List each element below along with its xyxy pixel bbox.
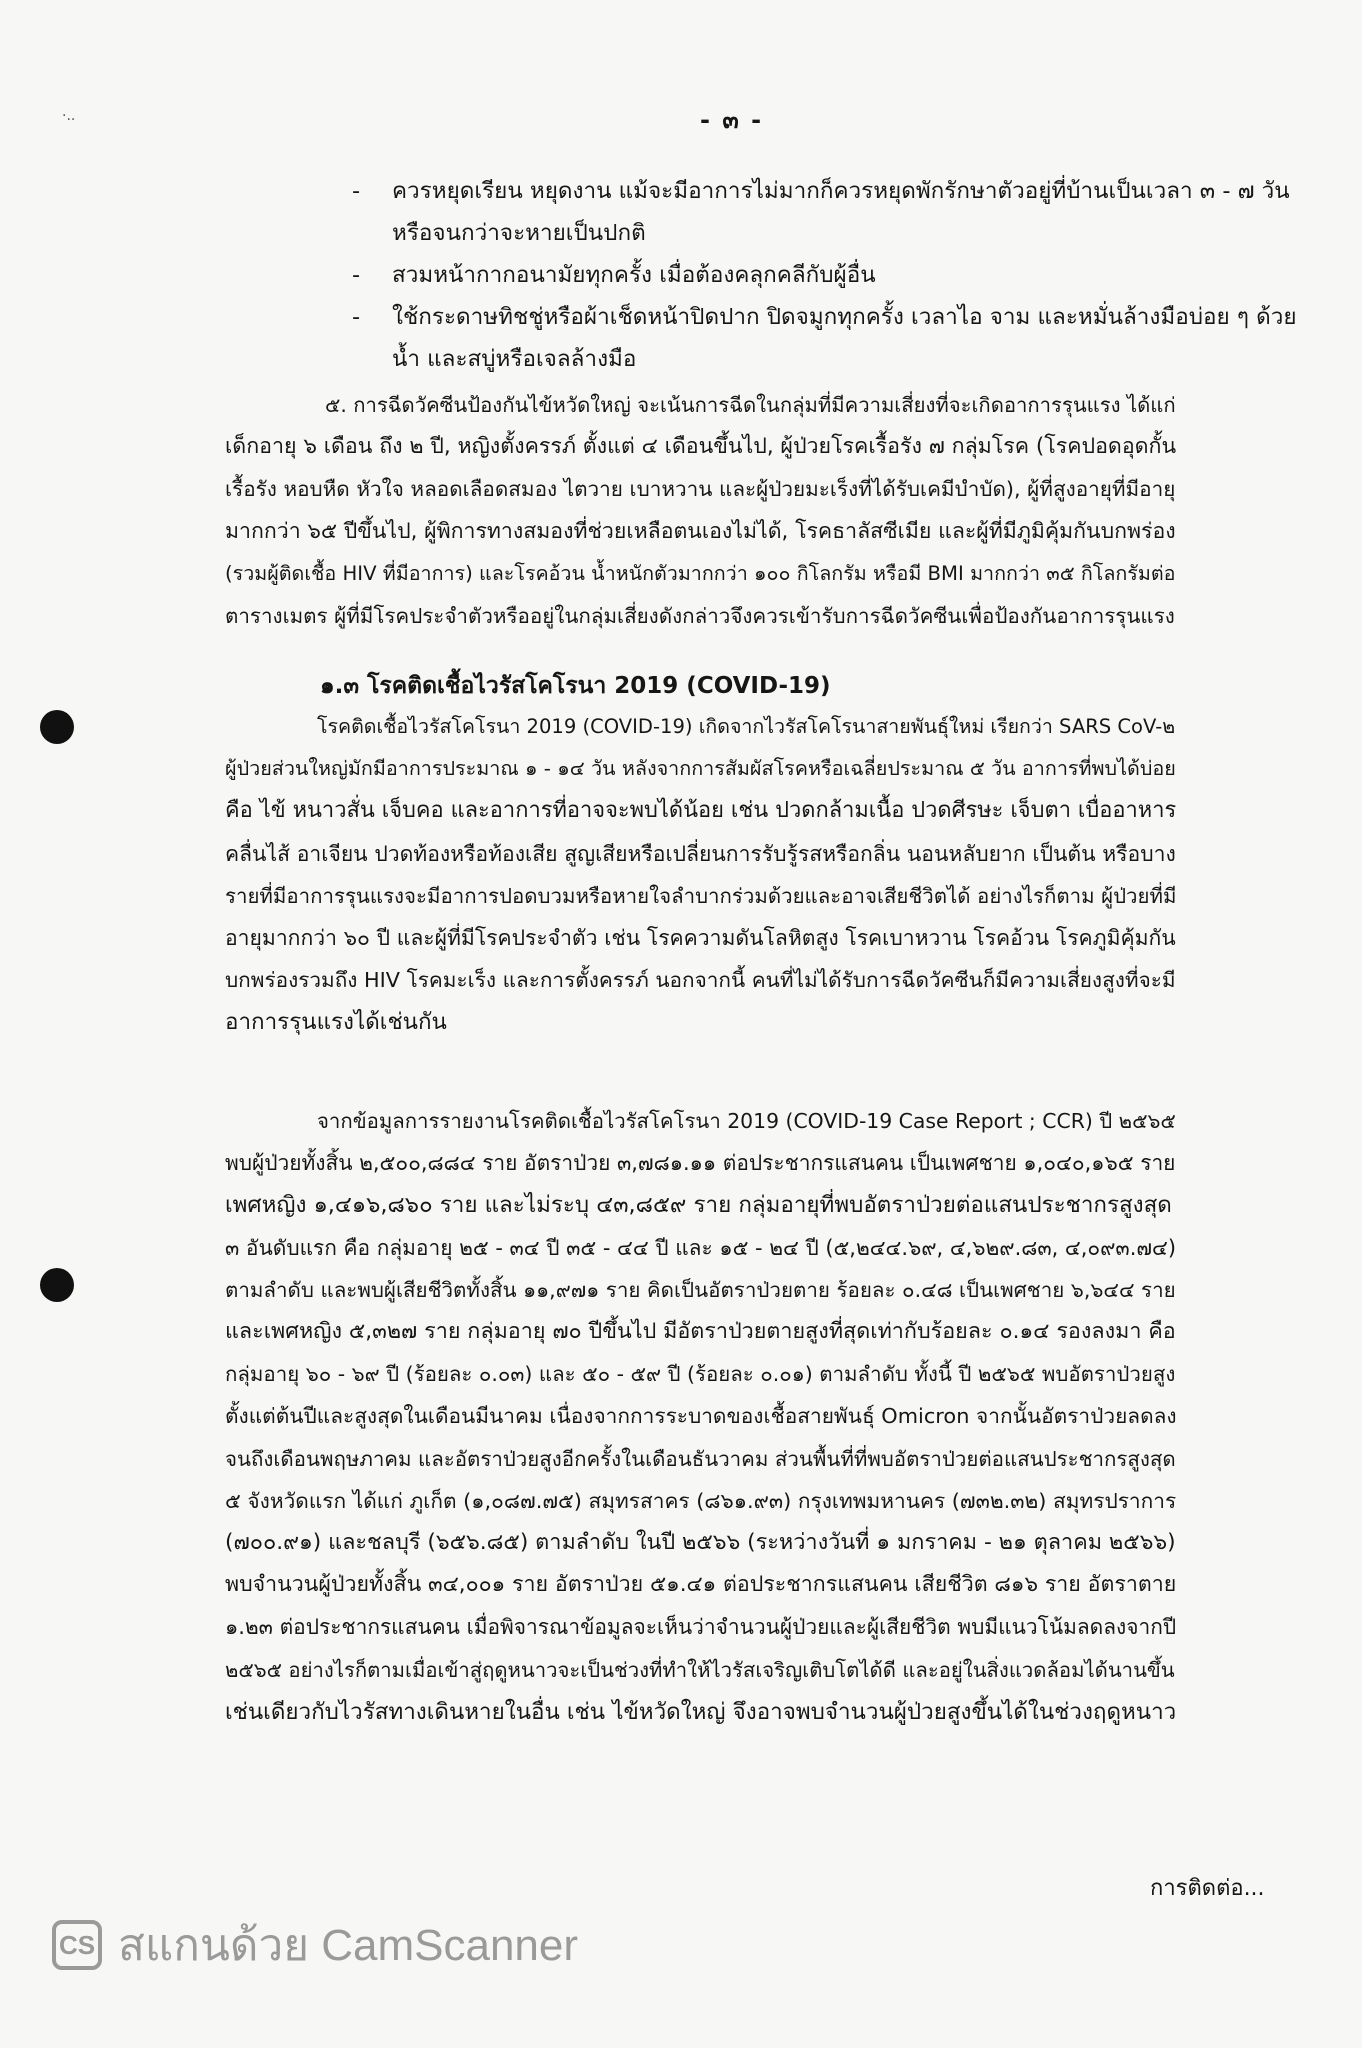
corner-mark: ·.. [62, 108, 76, 124]
paragraph-line: (รวมผู้ติดเชื้อ HIV ที่มีอาการ) และโรคอ้วน น้ำหนักตัวมากกว่า ๑๐๐ กิโลกรัม หรือมี BMI มากกว่า ๓๕ กิโลกรัมต่อ [225, 561, 1176, 585]
bullet-dash: - [352, 262, 361, 288]
paragraph-line: จนถึงเดือนพฤษภาคม และอัตราป่วยสูงอีกครั้งในเดือนธันวาคม ส่วนพื้นที่ที่พบอัตราป่วยต่อแสนประชากรสูงสุด [225, 1446, 1176, 1471]
paragraph-line: ๕ จังหวัดแรก ได้แก่ ภูเก็ต (๑,๐๘๗.๗๕) สมุทรสาคร (๘๖๑.๙๓) กรุงเทพมหานคร (๗๓๒.๓๒) สมุทรปราการ [225, 1488, 1177, 1513]
paragraph-line: คือ ไข้ หนาวสั่น เจ็บคอ และอาการที่อาจจะพบได้น้อย เช่น ปวดกล้ามเนื้อ ปวดศีรษะ เจ็บตา เบื่ออาหาร [225, 798, 1177, 824]
paragraph-line: อายุมากกว่า ๖๐ ปี และผู้ที่มีโรคประจำตัว เช่น โรคความดันโลหิตสูง โรคเบาหวาน โรคอ้วน โรคภูมิคุ้มกัน [225, 925, 1176, 951]
bullet-item [352, 170, 1290, 254]
paragraph-line: ๓ อันดับแรก คือ กลุ่มอายุ ๒๕ - ๓๔ ปี ๓๕ - ๔๔ ปี และ ๑๕ - ๒๔ ปี (๕,๒๔๔.๖๙, ๔,๖๒๙.๘๓, ๔,๐๙๓.๗๔) [225, 1235, 1177, 1260]
paragraph-line: ตั้งแต่ต้นปีและสูงสุดในเดือนมีนาคม เนื่องจากการระบาดของเชื้อสายพันธุ์ Omicron จากนั้นอัตราป่วยลดลง [225, 1404, 1177, 1429]
paragraph-line: บกพร่องรวมถึง HIV โรคมะเร็ง และการตั้งครรภ์ นอกจากนี้ คนที่ไม่ได้รับการฉีดวัคซีนก็มีความเสี่ยงสูงที่จะมี [225, 968, 1176, 993]
bullet-line: น้ำ และสบู่หรือเจลล้างมือ [392, 346, 637, 372]
paragraph-line: เช่นเดียวกับไวรัสทางเดินหายในอื่น เช่น ไข้หวัดใหญ่ จึงอาจพบจำนวนผู้ป่วยสูงขึ้นได้ในช่วงฤดูหนาว [225, 1698, 1177, 1725]
bullet-item [352, 296, 1297, 380]
paragraph-line: และเพศหญิง ๕,๓๒๗ ราย กลุ่มอายุ ๗๐ ปีขึ้นไป มีอัตราป่วยตายสูงที่สุดเท่ากับร้อยละ ๐.๑๔ รองลงมา คือ [225, 1319, 1176, 1345]
section-heading: ๑.๓ โรคติดเชื้อไวรัสโคโรนา 2019 (COVID-19) [320, 673, 831, 699]
paragraph-line: เด็กอายุ ๖ เดือน ถึง ๒ ปี, หญิงตั้งครรภ์ ตั้งแต่ ๔ เดือนขึ้นไป, ผู้ป่วยโรคเรื้อรัง ๗ กลุ่มโรค (โรคปอดอุดกั้น [225, 434, 1177, 460]
paragraph-line: กลุ่มอายุ ๖๐ - ๖๙ ปี (ร้อยละ ๐.๐๓) และ ๕๐ - ๕๙ ปี (ร้อยละ ๐.๐๑) ตามลำดับ ทั้งนี้ ปี ๒๕๖๕ พบอัตราป่วยสูง [225, 1362, 1176, 1387]
paragraph-line: เพศหญิง ๑,๔๑๖,๘๖๐ ราย และไม่ระบุ ๔๓,๘๕๙ ราย กลุ่มอายุที่พบอัตราป่วยต่อแสนประชากรสูงสุด [225, 1192, 1172, 1219]
paragraph-line: (๗๐๐.๙๑) และชลบุรี (๖๕๖.๘๕) ตามลำดับ ในปี ๒๕๖๖ (ระหว่างวันที่ ๑ มกราคม - ๒๑ ตุลาคม ๒๕๖๖) [225, 1530, 1176, 1556]
continuation-text: การติดต่อ... [1150, 1876, 1265, 1901]
paragraph-line: พบผู้ป่วยทั้งสิ้น ๒,๕๐๐,๘๘๔ ราย อัตราป่วย ๓,๗๘๑.๑๑ ต่อประชากรแสนคน เป็นเพศชาย ๑,๐๔๐,๑๖๕ ราย [225, 1151, 1176, 1176]
paragraph-line: ๑.๒๓ ต่อประชากรแสนคน เมื่อพิจารณาข้อมูลจะเห็นว่าจำนวนผู้ป่วยและผู้เสียชีวิต พบมีแนวโน้มลดลงจากปี [225, 1615, 1177, 1640]
paragraph-line: ๒๕๖๕ อย่างไรก็ตามเมื่อเข้าสู่ฤดูหนาวจะเป็นช่วงที่ทำให้ไวรัสเจริญเติบโตได้ดี และอยู่ในสิ่งแวดล้อมได้นานขึ้น [225, 1657, 1175, 1682]
paragraph-line: ตามลำดับ และพบผู้เสียชีวิตทั้งสิ้น ๑๑,๙๗๑ ราย คิดเป็นอัตราป่วยตาย ร้อยละ ๐.๔๘ เป็นเพศชาย ๖,๖๔๔ ราย [225, 1277, 1176, 1302]
paragraph-line: มากกว่า ๖๕ ปีขึ้นไป, ผู้พิการทางสมองที่ช่วยเหลือตนเองไม่ได้, โรคธาลัสซีเมีย และผู้ที่มีภูมิคุ้มกันบกพร่อง [225, 518, 1176, 544]
bullet-list [352, 170, 1297, 380]
covid-intro-paragraph [225, 706, 1180, 1044]
punch-hole-bottom [40, 1268, 74, 1302]
item-5-paragraph [225, 384, 1180, 637]
paragraph-line: ตารางเมตร ผู้ที่มีโรคประจำตัวหรืออยู่ในกลุ่มเสี่ยงดังกล่าวจึงควรเข้ารับการฉีดวัคซีนเพื่อป้องกันอาการรุนแรง [225, 604, 1175, 629]
bullet-dash: - [352, 304, 361, 330]
bullet-dash: - [352, 178, 361, 204]
watermark-text: สแกนด้วย CamScanner [118, 1921, 579, 1970]
paragraph-line: โรคติดเชื้อไวรัสโคโรนา 2019 (COVID-19) เกิดจากไวรัสโคโรนาสายพันธุ์ใหม่ เรียกว่า SARS CoV-๒ [317, 715, 1176, 738]
bullet-line: สวมหน้ากากอนามัยทุกครั้ง เมื่อต้องคลุกคลีกับผู้อื่น [392, 262, 876, 288]
punch-hole-top [40, 710, 74, 744]
camscanner-watermark [52, 1910, 578, 1980]
camscanner-logo-icon: CS [52, 1920, 102, 1970]
paragraph-line: รายที่มีอาการรุนแรงจะมีอาการปอดบวมหรือหายใจลำบากร่วมด้วยและอาจเสียชีวิตได้ อย่างไรก็ตาม ผู้ป่วยที่มี [225, 883, 1177, 908]
bullet-line: ใช้กระดาษทิชชู่หรือผ้าเช็ดหน้าปิดปาก ปิดจมูกทุกครั้ง เวลาไอ จาม และหมั่นล้างมือบ่อย ๆ ด้วย [392, 304, 1297, 330]
bullet-item [352, 254, 1272, 296]
paragraph-line: ผู้ป่วยส่วนใหญ่มักมีอาการประมาณ ๑ - ๑๔ วัน หลังจากการสัมผัสโรคหรือเฉลี่ยประมาณ ๕ วัน อาการที่พบได้บ่อย [225, 757, 1176, 781]
bullet-line: ควรหยุดเรียน หยุดงาน แม้จะมีอาการไม่มากก็ควรหยุดพักรักษาตัวอยู่ที่บ้านเป็นเวลา ๓ - ๗ วัน [392, 178, 1290, 204]
covid-statistics-paragraph [225, 1100, 1180, 1733]
paragraph-line: พบจำนวนผู้ป่วยทั้งสิ้น ๓๔,๐๐๑ ราย อัตราป่วย ๕๑.๔๑ ต่อประชากรแสนคน เสียชีวิต ๘๑๖ ราย อัตราตาย [225, 1572, 1177, 1598]
paragraph-line: คลื่นไส้ อาเจียน ปวดท้องหรือท้องเสีย สูญเสียหรือเปลี่ยนการรับรู้รสหรือกลิ่น นอนหลับยาก เป็นต้น หรือบาง [225, 840, 1176, 866]
bullet-line: หรือจนกว่าจะหายเป็นปกติ [392, 220, 646, 246]
paragraph-line: ๕. การฉีดวัคซีนป้องกันไข้หวัดใหญ่ จะเน้นการฉีดในกลุ่มที่มีความเสี่ยงที่จะเกิดอาการรุนแรง ได้แก่ [325, 393, 1176, 417]
paragraph-line: เรื้อรัง หอบหืด หัวใจ หลอดเลือดสมอง ไตวาย เบาหวาน และผู้ป่วยมะเร็งที่ได้รับเคมีบำบัด), ผู้ที่สูงอายุที่มีอายุ [225, 477, 1176, 502]
page-number: - ๓ - [700, 106, 764, 134]
paragraph-line: อาการรุนแรงได้เช่นกัน [225, 1009, 447, 1036]
paragraph-line: จากข้อมูลการรายงานโรคติดเชื้อไวรัสโคโรนา 2019 (COVID-19 Case Report ; CCR) ปี ๒๕๖๕ [317, 1109, 1176, 1133]
